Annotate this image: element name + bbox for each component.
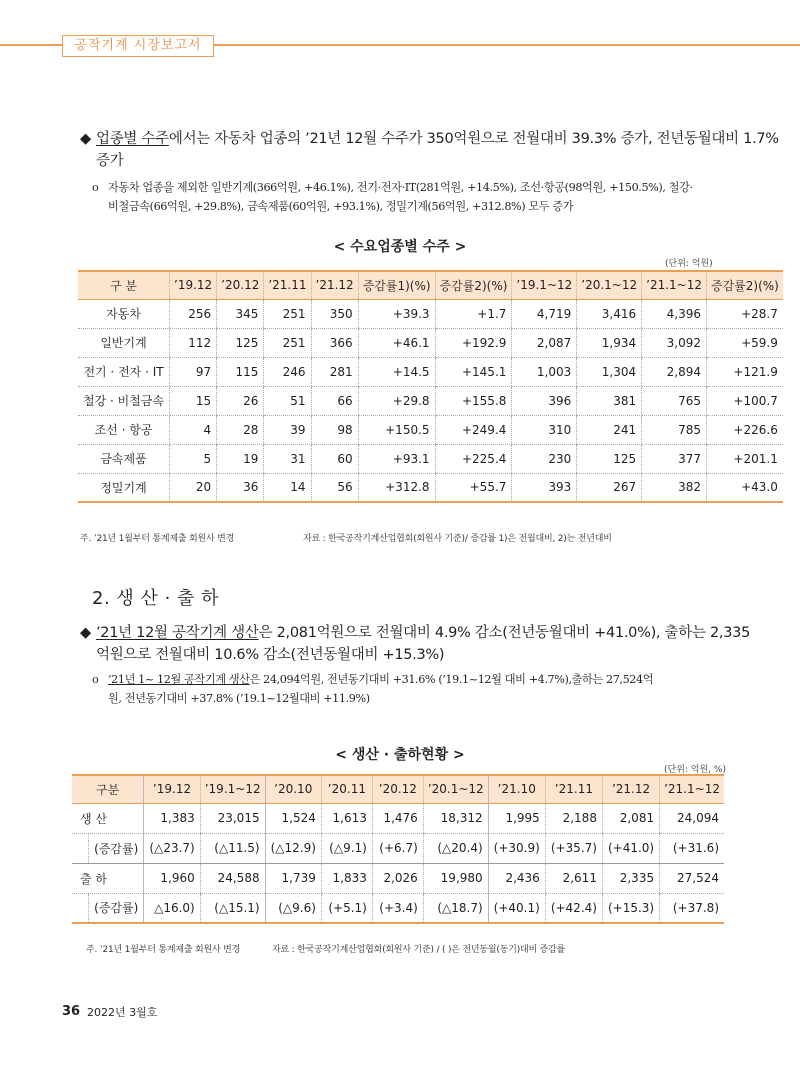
bullet-production-line2: 억원으로 전월대비 10.6% 감소(전년동월대비 +15.3%) [96,647,445,663]
table1-cell: +14.5 [358,357,435,386]
table2-cell: 19,980 [423,863,488,893]
industry-label: 조선 · 항공 [78,415,170,444]
industry-label: 전기 · 전자 · IT [78,357,170,386]
table1-cell: +121.9 [706,357,782,386]
table1-header-cell: ’21.11 [264,271,311,299]
table2-note: 주. ’21년 1월부터 통계제출 회원사 변경 [86,945,241,955]
header-text: 증감률2)(%) [439,278,508,293]
bullet-orders-text: 에서는 자동차 업종의 ’21년 12월 수주가 350억원으로 전월대비 39.3% 증가, 전년동월대비 1.7% [168,131,779,147]
table1-cell: 112 [170,328,217,357]
table1-cell: 251 [264,328,311,357]
table2-cell: (+3.4) [372,893,423,923]
table2-header-cell: ’21.12 [602,775,659,803]
row-spacer [72,833,89,863]
table1-cell: 4 [170,415,217,444]
table2-cell: 2,026 [372,863,423,893]
table1-cell: 1,934 [577,328,642,357]
sub-bullet-orders [92,178,693,216]
table1-header-cell [358,271,435,299]
table1-cell: 56 [311,473,358,502]
table2-cell: (△18.7) [423,893,488,923]
table2-cell: (△9.6) [265,893,321,923]
table2-header-cell: ’20.1~12 [423,775,488,803]
table1-row [78,328,783,357]
table1-cell: 345 [217,299,264,328]
table2-cell: (+42.4) [545,893,602,923]
table2-header-cell: 구분 [72,775,144,803]
table1-cell: 251 [264,299,311,328]
table2-header-cell: ’21.10 [488,775,545,803]
table2-header-cell: ’21.11 [545,775,602,803]
table2-cell: (△20.4) [423,833,488,863]
table1-cell: +150.5 [358,415,435,444]
table1-header-cell: ’20.1~12 [577,271,642,299]
table2-cell: (+30.9) [488,833,545,863]
table1-cell: 350 [311,299,358,328]
table2-cell: (△9.1) [321,833,372,863]
table2-cell: 1,739 [265,863,321,893]
table1-header-cell: ’19.12 [170,271,217,299]
table2-cell: 2,436 [488,863,545,893]
table1-header-cell: ’21.12 [311,271,358,299]
sub-production-line2: 원, 전년동기대비 +37.8% (’19.1~12월대비 +11.9%) [108,692,370,705]
header-text: 증감률1)(%) [362,278,431,293]
table1-cell: 4,719 [512,299,577,328]
table1-cell: +100.7 [706,386,782,415]
table1-cell: 51 [264,386,311,415]
table1-cell: 15 [170,386,217,415]
table1-header-cell: ’20.12 [217,271,264,299]
table1-cell: 281 [311,357,358,386]
table1-header-row [78,271,783,299]
table1-cell: 39 [264,415,311,444]
header-text: 증감률2)(%) [710,278,779,293]
table1-cell: 765 [642,386,707,415]
table2-cell: 23,015 [200,803,265,833]
table1-cell: 19 [217,444,264,473]
table1-cell: 256 [170,299,217,328]
table1-cell: 60 [311,444,358,473]
table1-cell: +43.0 [706,473,782,502]
table1-cell: 20 [170,473,217,502]
bullet-production-text: 은 2,081억원으로 전월대비 4.9% 감소(전년동월대비 +41.0%), 출하는 2,335 [258,625,750,641]
table2-cell: 1,476 [372,803,423,833]
industry-label: 금속제품 [78,444,170,473]
table2-cell: (△15.1) [200,893,265,923]
sub-production-text: 은 24,094억원, 전년동기대비 +31.6% (’19.1~12월 대비 +4.7%),출하는 27,524억 [249,673,654,686]
table1-cell: 28 [217,415,264,444]
table1-cell: +28.7 [706,299,782,328]
table1-cell: +55.7 [435,473,512,502]
table2-header-cell: ’21.1~12 [660,775,724,803]
table2-cell: 1,524 [265,803,321,833]
production-shipment-table [72,774,724,924]
table1-title: < 수요업종별 수주 > [333,239,467,255]
table2-row [72,803,724,833]
table2-header-row [72,775,724,803]
table1-cell: 785 [642,415,707,444]
table1-cell: +225.4 [435,444,512,473]
table2-header-cell: ’19.1~12 [200,775,265,803]
table1-cell: 4,396 [642,299,707,328]
industry-label: 정밀기계 [78,473,170,502]
table2-cell: 27,524 [660,863,724,893]
table1-cell: +46.1 [358,328,435,357]
orders-by-industry-table [78,270,783,503]
table1-cell: 31 [264,444,311,473]
table2-cell: 2,611 [545,863,602,893]
section-title: 2. 생 산 · 출 하 [92,588,220,609]
table2-cell: 1,960 [144,863,200,893]
table1-cell: 36 [217,473,264,502]
table1-cell: 381 [577,386,642,415]
table1-header-cell [435,271,512,299]
sub-orders-line1: 자동차 업종을 제외한 일반기계(366억원, +46.1%), 전기·전자·IT(281억원, +14.5%), 조선·항공(98억원, +150.5%), 철강· [108,181,693,194]
table1-row [78,386,783,415]
bullet-orders [80,128,779,172]
table1-unit: (단위: 억원) [665,259,713,269]
sub-production-highlight: ’21년 1~ 12월 공작기계 생산 [108,673,250,686]
table1-header-cell: ’21.1~12 [642,271,707,299]
table2-cell: (+15.3) [602,893,659,923]
table1-cell: 366 [311,328,358,357]
table2-header-cell: ’20.10 [265,775,321,803]
table2-source: 자료 : 한국공작기계산업협회(회원사 기준) / ( )은 전년동월(동기)대비 증감률 [272,945,566,955]
table1-cell: +93.1 [358,444,435,473]
bullet-orders-line2: 증가 [96,153,124,169]
table2-cell: 2,188 [545,803,602,833]
table2-cell: 2,081 [602,803,659,833]
table2-row [72,833,724,863]
table1-cell: 1,003 [512,357,577,386]
bullet-production [80,622,750,666]
sub-orders-line2: 비철금속(66억원, +29.8%), 금속제품(60억원, +93.1%), 정밀기계(56억원, +312.8%) 모두 증가 [108,200,574,213]
table1-header-cell [706,271,782,299]
table1-cell: 230 [512,444,577,473]
table1-row [78,473,783,502]
table2-cell: 2,335 [602,863,659,893]
table1-cell: 115 [217,357,264,386]
table2-cell: 24,094 [660,803,724,833]
table1-note: 주. ’21년 1월부터 통계제출 회원사 변경 [80,534,235,544]
industry-label: 자동차 [78,299,170,328]
table2-cell: (+31.6) [660,833,724,863]
industry-label: 철강 · 비철금속 [78,386,170,415]
table1-cell: 1,304 [577,357,642,386]
table2-cell: 24,588 [200,863,265,893]
table2-header-cell: ’19.12 [144,775,200,803]
table2-header-cell: ’20.12 [372,775,423,803]
issue-date: 2022년 3월호 [87,1006,158,1019]
table2-cell: 18,312 [423,803,488,833]
table2-row [72,893,724,923]
bullet-orders-highlight: 업종별 수주 [96,131,169,147]
row-sub-label: (증감률) [89,833,144,863]
diamond-bullet-icon: ◆ [80,625,91,641]
table1-cell: 26 [217,386,264,415]
table1-cell: 14 [264,473,311,502]
page-number: 36 [62,1004,81,1019]
table1-cell: 125 [577,444,642,473]
table1-cell: 310 [512,415,577,444]
table1-cell: 382 [642,473,707,502]
table1-cell: 396 [512,386,577,415]
table1-cell: 246 [264,357,311,386]
table2-row [72,863,724,893]
table1-cell: 125 [217,328,264,357]
table1-cell: +145.1 [435,357,512,386]
table2-cell: (+6.7) [372,833,423,863]
table1-cell: 2,894 [642,357,707,386]
row-spacer [72,893,89,923]
table1-cell: 393 [512,473,577,502]
table2-unit: (단위: 억원, %) [664,765,726,775]
table2-cell: 1,383 [144,803,200,833]
table2-header-cell: ’20.11 [321,775,372,803]
table1-header-cell: 구 분 [78,271,170,299]
row-group-label: 생 산 [72,803,144,833]
diamond-bullet-icon: ◆ [80,131,91,147]
bullet-production-highlight: ’21년 12월 공작기계 생산 [96,625,259,641]
table2-cell: (+35.7) [545,833,602,863]
table1-cell: +59.9 [706,328,782,357]
table1-cell: 241 [577,415,642,444]
table2-cell: 1,613 [321,803,372,833]
table1-cell: 267 [577,473,642,502]
circle-bullet-icon: o [92,181,99,194]
table1-cell: +39.3 [358,299,435,328]
table2-cell: (+37.8) [660,893,724,923]
table1-cell: 3,416 [577,299,642,328]
table2-title: < 생산 · 출하현황 > [335,747,465,763]
table1-cell: +192.9 [435,328,512,357]
table1-row [78,415,783,444]
table1-cell: +201.1 [706,444,782,473]
table2-cell: 1,995 [488,803,545,833]
table2-cell: (+5.1) [321,893,372,923]
table1-header-cell: ’19.1~12 [512,271,577,299]
table1-row [78,357,783,386]
circle-bullet-icon: o [92,673,99,686]
industry-label: 일반기계 [78,328,170,357]
table1-cell: 97 [170,357,217,386]
table2-cell: (△12.9) [265,833,321,863]
table1-row [78,444,783,473]
table2-cell: (+41.0) [602,833,659,863]
header-title: 공작기계 시장보고서 [62,35,214,57]
table2-cell: (△11.5) [200,833,265,863]
table1-cell: 377 [642,444,707,473]
table1-cell: 5 [170,444,217,473]
table1-cell: +155.8 [435,386,512,415]
table1-cell: +249.4 [435,415,512,444]
table1-cell: +226.6 [706,415,782,444]
table1-cell: 66 [311,386,358,415]
table1-cell: +312.8 [358,473,435,502]
table2-cell: 1,833 [321,863,372,893]
row-sub-label: (증감률) [89,893,144,923]
row-group-label: 출 하 [72,863,144,893]
table1-cell: 3,092 [642,328,707,357]
table1-cell: 98 [311,415,358,444]
table2-cell: (+40.1) [488,893,545,923]
table2-cell: △16.0) [144,893,200,923]
table1-cell: +1.7 [435,299,512,328]
table1-cell: +29.8 [358,386,435,415]
sub-bullet-production [92,670,653,708]
table1-source: 자료 : 한국공작기계산업협회(회원사 기준)/ 증감률 1)은 전월대비, 2)는 전년대비 [303,534,612,544]
table1-row [78,299,783,328]
table1-cell: 2,087 [512,328,577,357]
table2-cell: (△23.7) [144,833,200,863]
